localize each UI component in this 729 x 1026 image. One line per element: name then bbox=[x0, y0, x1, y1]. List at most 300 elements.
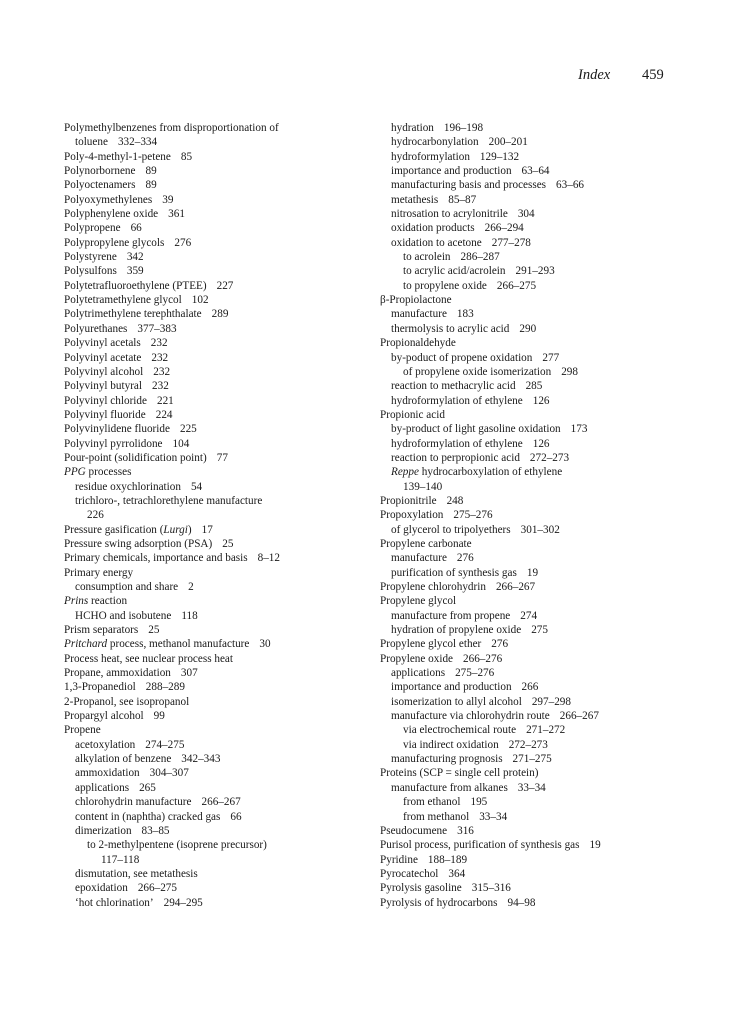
index-entry bbox=[380, 523, 710, 537]
entry-page-ref: 289 bbox=[211, 308, 229, 321]
entry-text: Pyrolysis gasoline bbox=[380, 882, 462, 895]
entry-text: to propylene oxide bbox=[403, 279, 487, 292]
entry-page-ref: 66 bbox=[130, 222, 142, 235]
index-entry bbox=[380, 566, 710, 580]
entry-text: thermolysis to acrylic acid bbox=[391, 322, 510, 335]
entry-text: hydration bbox=[391, 122, 434, 134]
entry-page-ref: 8–12 bbox=[257, 552, 280, 565]
entry-italic-text: PPG bbox=[64, 466, 86, 479]
entry-page-ref: 25 bbox=[148, 624, 160, 637]
index-entry bbox=[64, 537, 384, 551]
entry-text: importance and production bbox=[391, 165, 512, 178]
entry-text: Polypropylene glycols bbox=[64, 236, 165, 249]
entry-page-ref: 19 bbox=[526, 566, 539, 579]
entry-page-ref: 17 bbox=[201, 523, 213, 536]
index-entry bbox=[380, 379, 710, 393]
index-entry bbox=[64, 264, 384, 278]
entry-page-ref: 94–98 bbox=[507, 896, 536, 909]
index-entry bbox=[64, 551, 384, 565]
entry-page-ref: 276 bbox=[456, 552, 474, 565]
entry-page-ref: 225 bbox=[179, 423, 197, 436]
entry-page-ref: 85–87 bbox=[448, 193, 477, 206]
entry-text: ammoxidation bbox=[75, 767, 140, 780]
index-entry bbox=[380, 824, 710, 838]
entry-page-ref: 297–298 bbox=[531, 695, 571, 708]
entry-italic-text: Prins bbox=[64, 595, 89, 608]
index-entry bbox=[64, 293, 384, 307]
entry-text: Propylene chlorohydrin bbox=[380, 581, 486, 593]
index-entry bbox=[64, 896, 384, 910]
entry-text: via indirect oxidation bbox=[403, 738, 499, 751]
entry-text: content in (naphtha) cracked gas bbox=[75, 810, 221, 823]
index-entry bbox=[64, 408, 384, 422]
entry-page-ref: 342–343 bbox=[181, 753, 221, 766]
index-entry bbox=[380, 537, 710, 551]
entry-text: Pseudocumene bbox=[380, 824, 448, 837]
entry-page-ref: 54 bbox=[190, 480, 203, 493]
index-entry bbox=[64, 523, 384, 537]
index-entry bbox=[64, 236, 384, 250]
entry-page-ref: 266–267 bbox=[495, 581, 536, 593]
index-entry bbox=[64, 164, 384, 178]
index-entry bbox=[380, 336, 710, 350]
entry-page-ref: 275 bbox=[531, 624, 548, 637]
index-entry bbox=[64, 881, 384, 895]
index-entry bbox=[64, 336, 384, 350]
entry-text: by-product of light gasoline oxidation bbox=[391, 423, 561, 436]
entry-text: ) bbox=[187, 523, 192, 536]
entry-text: oxidation products bbox=[391, 222, 475, 235]
entry-text: Propionaldehyde bbox=[380, 337, 456, 350]
entry-page-ref: 359 bbox=[126, 265, 144, 278]
entry-page-ref: 301–302 bbox=[520, 523, 560, 536]
entry-text: Pyrocatechol bbox=[380, 867, 439, 880]
index-entry bbox=[64, 221, 384, 235]
index-entry bbox=[64, 494, 384, 508]
index-entry bbox=[64, 437, 384, 451]
entry-page-ref: 266–275 bbox=[137, 882, 177, 895]
entry-page-ref: 290 bbox=[519, 322, 537, 335]
index-entry bbox=[380, 695, 710, 709]
index-entry bbox=[64, 781, 384, 795]
entry-page-ref: 2 bbox=[188, 581, 194, 593]
index-entry bbox=[64, 723, 384, 737]
index-entry bbox=[380, 896, 710, 910]
entry-text: 2-Propanol, see isopropanol bbox=[64, 695, 190, 708]
entry-text: manufacturing prognosis bbox=[391, 753, 503, 766]
entry-page-ref: 224 bbox=[155, 408, 173, 421]
index-entry bbox=[64, 623, 384, 637]
index-entry bbox=[380, 580, 710, 594]
entry-text: Polystyrene bbox=[64, 251, 117, 264]
entry-page-ref: 104 bbox=[172, 437, 190, 450]
entry-page-ref: 248 bbox=[446, 494, 464, 507]
entry-text: metathesis bbox=[391, 193, 439, 206]
entry-page-ref: 316 bbox=[457, 824, 474, 837]
entry-page-ref: 39 bbox=[162, 193, 174, 206]
entry-italic-text: Reppe bbox=[391, 466, 419, 479]
entry-text: 226 bbox=[87, 509, 104, 522]
entry-text: Polytetramethylene glycol bbox=[64, 294, 182, 307]
entry-page-ref: 63–64 bbox=[521, 165, 550, 178]
index-entry bbox=[380, 279, 710, 293]
index-entry bbox=[64, 738, 384, 752]
entry-page-ref: 126 bbox=[532, 437, 550, 450]
entry-page-ref: 77 bbox=[216, 451, 228, 464]
index-entry bbox=[380, 178, 710, 192]
entry-text: Prism separators bbox=[64, 624, 139, 637]
index-entry bbox=[64, 838, 384, 852]
index-entry bbox=[64, 766, 384, 780]
entry-page-ref: 265 bbox=[139, 781, 156, 794]
entry-text: epoxidation bbox=[75, 882, 128, 895]
index-entry bbox=[380, 207, 710, 221]
entry-text: consumption and share bbox=[75, 581, 179, 593]
index-entry bbox=[380, 437, 710, 451]
entry-text: β-Propiolactone bbox=[380, 294, 452, 307]
index-entry bbox=[380, 236, 710, 250]
entry-text: Propane, ammoxidation bbox=[64, 667, 171, 680]
index-entry bbox=[380, 494, 710, 508]
entry-text: applications bbox=[75, 781, 130, 794]
running-header bbox=[0, 67, 729, 87]
index-entry bbox=[380, 853, 710, 867]
entry-text: Primary chemicals, importance and basis bbox=[64, 552, 248, 565]
entry-text: manufacture from alkanes bbox=[391, 781, 508, 794]
entry-text: process, methanol manufacture bbox=[107, 638, 250, 651]
entry-text: Pyridine bbox=[380, 853, 418, 866]
entry-page-ref: 307 bbox=[180, 667, 198, 680]
entry-text: Polyoctenamers bbox=[64, 179, 136, 192]
entry-page-ref: 129–132 bbox=[479, 150, 520, 163]
entry-text: Polysulfons bbox=[64, 265, 117, 278]
entry-text: Polyvinyl fluoride bbox=[64, 408, 146, 421]
index-entry bbox=[64, 150, 384, 164]
index-entry bbox=[64, 566, 384, 580]
index-entry bbox=[64, 365, 384, 379]
entry-page-ref: 266–276 bbox=[463, 652, 503, 665]
entry-page-ref: 183 bbox=[456, 308, 474, 321]
entry-text: reaction bbox=[88, 595, 128, 608]
entry-page-ref: 276 bbox=[491, 638, 509, 651]
entry-text: Polyurethanes bbox=[64, 322, 128, 335]
entry-text: Propionic acid bbox=[380, 408, 445, 421]
entry-text: Polytetrafluoroethylene (PTEE) bbox=[64, 279, 207, 292]
entry-text: hydroformylation bbox=[391, 150, 470, 163]
entry-page-ref: 266 bbox=[521, 681, 539, 694]
index-entry bbox=[64, 752, 384, 766]
entry-text: residue oxychlorination bbox=[75, 480, 181, 493]
index-entry bbox=[380, 594, 710, 608]
entry-page-ref: 118 bbox=[181, 609, 198, 622]
entry-page-ref: 266–294 bbox=[484, 222, 524, 235]
entry-text: trichloro-, tetrachlorethylene manufacture bbox=[75, 494, 263, 507]
index-entry bbox=[380, 766, 710, 780]
index-entry bbox=[380, 365, 710, 379]
index-entry bbox=[380, 465, 710, 479]
index-entry bbox=[380, 623, 710, 637]
entry-text: Polyvinylidene fluoride bbox=[64, 423, 170, 436]
entry-text: to acrolein bbox=[403, 251, 451, 264]
entry-text: reaction to methacrylic acid bbox=[391, 380, 516, 393]
entry-text: to acrylic acid/acrolein bbox=[403, 265, 506, 278]
index-entry bbox=[380, 164, 710, 178]
entry-page-ref: 232 bbox=[152, 380, 169, 393]
index-entry bbox=[380, 666, 710, 680]
index-entry bbox=[64, 637, 384, 651]
entry-page-ref: 232 bbox=[153, 365, 171, 378]
index-entry bbox=[380, 609, 710, 623]
entry-page-ref: 271–275 bbox=[512, 753, 552, 766]
entry-text: dismutation, see metathesis bbox=[75, 867, 198, 880]
entry-text: Pour-point (solidification point) bbox=[64, 451, 207, 464]
entry-text: 117–118 bbox=[101, 853, 140, 866]
entry-text: dimerization bbox=[75, 824, 132, 837]
entry-page-ref: 315–316 bbox=[471, 882, 511, 895]
entry-page-ref: 232 bbox=[151, 351, 169, 364]
entry-page-ref: 196–198 bbox=[443, 122, 484, 134]
entry-italic-text: Pritchard bbox=[64, 638, 108, 651]
index-entry bbox=[380, 480, 710, 494]
index-entry bbox=[64, 853, 384, 867]
entry-text: acetoxylation bbox=[75, 738, 136, 751]
index-entry bbox=[64, 422, 384, 436]
index-entry bbox=[380, 738, 710, 752]
index-entry bbox=[380, 723, 710, 737]
index-entry bbox=[64, 207, 384, 221]
index-entry bbox=[64, 351, 384, 365]
index-entry bbox=[380, 881, 710, 895]
entry-page-ref: 291–293 bbox=[515, 265, 555, 278]
entry-text: hydrocarbonylation bbox=[391, 136, 479, 149]
entry-page-ref: 102 bbox=[191, 294, 209, 307]
entry-text: Primary energy bbox=[64, 566, 134, 579]
index-entry bbox=[380, 652, 710, 666]
index-entry bbox=[380, 551, 710, 565]
index-column-right bbox=[380, 121, 710, 910]
entry-text: Propylene glycol bbox=[380, 595, 457, 608]
entry-page-ref: 232 bbox=[150, 337, 168, 350]
index-entry bbox=[380, 408, 710, 422]
entry-page-ref: 126 bbox=[532, 394, 550, 407]
index-entry bbox=[64, 810, 384, 824]
index-entry bbox=[64, 394, 384, 408]
index-entry bbox=[64, 379, 384, 393]
index-entry bbox=[380, 293, 710, 307]
index-entry bbox=[380, 307, 710, 321]
index-entry bbox=[64, 451, 384, 465]
index-entry bbox=[380, 193, 710, 207]
index-entry bbox=[64, 594, 384, 608]
entry-page-ref: 266–267 bbox=[201, 796, 241, 809]
index-entry bbox=[64, 480, 384, 494]
entry-page-ref: 89 bbox=[145, 165, 157, 178]
entry-text: Polyvinyl acetate bbox=[64, 351, 142, 364]
entry-text: via electrochemical route bbox=[403, 724, 517, 737]
entry-page-ref: 266–267 bbox=[559, 710, 599, 723]
entry-page-ref: 200–201 bbox=[488, 136, 528, 149]
index-entry bbox=[64, 709, 384, 723]
entry-page-ref: 19 bbox=[589, 839, 601, 852]
index-entry bbox=[380, 781, 710, 795]
entry-page-ref: 277–278 bbox=[491, 236, 531, 249]
entry-text: Polyvinyl butyral bbox=[64, 380, 143, 393]
entry-page-ref: 63–66 bbox=[556, 179, 584, 192]
index-entry bbox=[380, 867, 710, 881]
index-entry bbox=[380, 810, 710, 824]
entry-page-ref: 274 bbox=[520, 609, 538, 622]
index-entry bbox=[64, 193, 384, 207]
entry-text: hydrocarboxylation of ethylene bbox=[418, 466, 563, 479]
index-entry bbox=[64, 135, 384, 149]
entry-page-ref: 304–307 bbox=[149, 767, 189, 780]
index-entry bbox=[64, 465, 384, 479]
entry-page-ref: 271–272 bbox=[526, 724, 566, 737]
index-entry bbox=[64, 867, 384, 881]
entry-text: Polyphenylene oxide bbox=[64, 208, 159, 221]
entry-page-ref: 298 bbox=[561, 365, 578, 378]
entry-text: Proteins (SCP = single cell protein) bbox=[380, 767, 539, 780]
entry-text: Propene bbox=[64, 724, 101, 737]
entry-text: 1,3-Propanediol bbox=[64, 681, 136, 694]
entry-text: Propylene glycol ether bbox=[380, 638, 482, 651]
index-entry bbox=[64, 307, 384, 321]
entry-text: chlorohydrin manufacture bbox=[75, 796, 192, 809]
entry-text: Pressure gasification ( bbox=[64, 523, 164, 536]
entry-text: importance and production bbox=[391, 681, 512, 694]
entry-page-ref: 221 bbox=[156, 394, 174, 407]
entry-text: of propylene oxide isomerization bbox=[403, 365, 552, 378]
entry-page-ref: 275–276 bbox=[455, 667, 495, 680]
index-column-left bbox=[64, 121, 384, 910]
entry-italic-text: Lurgi bbox=[163, 523, 188, 536]
index-entry bbox=[64, 824, 384, 838]
entry-text: to 2-methylpentene (isoprene precursor) bbox=[87, 839, 267, 852]
entry-page-ref: 266–275 bbox=[496, 279, 537, 292]
entry-text: of glycerol to tripolyethers bbox=[391, 523, 511, 536]
entry-page-ref: 361 bbox=[168, 208, 185, 221]
entry-text: purification of synthesis gas bbox=[391, 566, 517, 579]
index-entry bbox=[380, 451, 710, 465]
entry-text: hydroformylation of ethylene bbox=[391, 394, 523, 407]
entry-page-ref: 277 bbox=[542, 351, 560, 364]
entry-page-ref: 276 bbox=[174, 236, 192, 249]
index-entry bbox=[64, 666, 384, 680]
entry-page-ref: 173 bbox=[570, 423, 588, 436]
entry-page-ref: 89 bbox=[145, 179, 157, 192]
entry-text: manufacture via chlorohydrin route bbox=[391, 710, 550, 723]
index-entry bbox=[380, 264, 710, 278]
index-entry bbox=[64, 680, 384, 694]
entry-page-ref: 188–189 bbox=[427, 853, 468, 866]
entry-page-ref: 288–289 bbox=[145, 681, 185, 694]
entry-page-ref: 195 bbox=[470, 796, 488, 809]
entry-page-ref: 377–383 bbox=[137, 322, 177, 335]
entry-text: manufacture bbox=[391, 552, 447, 565]
entry-text: Propoxylation bbox=[380, 509, 444, 522]
index-entry bbox=[64, 508, 384, 522]
entry-text: from ethanol bbox=[403, 796, 461, 809]
entry-text: processes bbox=[85, 466, 132, 479]
entry-text: Purisol process, purification of synthesis gas bbox=[380, 839, 580, 852]
entry-page-ref: 332–334 bbox=[117, 136, 158, 149]
entry-text: Process heat, see nuclear process heat bbox=[64, 652, 233, 665]
entry-page-ref: 25 bbox=[222, 537, 234, 550]
index-entry bbox=[380, 838, 710, 852]
index-entry bbox=[64, 652, 384, 666]
entry-text: from methanol bbox=[403, 810, 470, 823]
index-entry bbox=[380, 221, 710, 235]
entry-text: Pressure swing adsorption (PSA) bbox=[64, 537, 213, 550]
entry-text: manufacturing basis and processes bbox=[391, 179, 547, 192]
index-entry bbox=[380, 150, 710, 164]
entry-text: Propargyl alcohol bbox=[64, 710, 144, 723]
entry-text: ‘hot chlorination’ bbox=[75, 896, 154, 909]
entry-page-ref: 272–273 bbox=[508, 738, 548, 751]
entry-text: Polyvinyl pyrrolidone bbox=[64, 437, 163, 450]
entry-page-ref: 85 bbox=[180, 150, 193, 163]
running-title: Index bbox=[578, 67, 611, 83]
entry-text: Pyrolysis of hydrocarbons bbox=[380, 896, 498, 909]
index-entry bbox=[64, 279, 384, 293]
entry-text: Polytrimethylene terephthalate bbox=[64, 308, 202, 321]
index-entry bbox=[380, 322, 710, 336]
entry-text: manufacture from propene bbox=[391, 609, 511, 622]
entry-text: toluene bbox=[75, 136, 108, 149]
index-entry bbox=[380, 709, 710, 723]
entry-page-ref: 342 bbox=[126, 251, 144, 264]
entry-page-ref: 99 bbox=[153, 710, 165, 723]
entry-text: isomerization to allyl alcohol bbox=[391, 695, 522, 708]
entry-text: HCHO and isobutene bbox=[75, 609, 172, 622]
entry-text: hydration of propylene oxide bbox=[391, 624, 522, 637]
index-entry bbox=[64, 609, 384, 623]
entry-page-ref: 272–273 bbox=[529, 451, 570, 464]
entry-text: Polynorbornene bbox=[64, 165, 136, 178]
entry-page-ref: 286–287 bbox=[460, 251, 500, 264]
entry-page-ref: 30 bbox=[259, 638, 271, 651]
entry-text: Polypropene bbox=[64, 222, 121, 235]
entry-text: reaction to perpropionic acid bbox=[391, 451, 520, 464]
index-entry bbox=[380, 795, 710, 809]
entry-text: Propylene carbonate bbox=[380, 537, 472, 550]
entry-text: Polymethylbenzenes from disproportionation of bbox=[64, 122, 279, 134]
index-entry bbox=[380, 508, 710, 522]
entry-text: 139–140 bbox=[403, 480, 443, 493]
entry-page-ref: 285 bbox=[525, 380, 543, 393]
entry-text: by-poduct of propene oxidation bbox=[391, 351, 533, 364]
index-entry bbox=[380, 135, 710, 149]
index-entry bbox=[64, 250, 384, 264]
entry-text: oxidation to acetone bbox=[391, 236, 482, 249]
index-entry bbox=[380, 394, 710, 408]
index-entry bbox=[64, 121, 384, 135]
index-entry bbox=[380, 752, 710, 766]
index-entry bbox=[380, 637, 710, 651]
entry-page-ref: 294–295 bbox=[163, 896, 203, 909]
entry-page-ref: 275–276 bbox=[453, 509, 493, 522]
entry-text: Polyvinyl chloride bbox=[64, 394, 147, 407]
entry-page-ref: 83–85 bbox=[141, 824, 170, 837]
entry-text: Polyvinyl alcohol bbox=[64, 365, 144, 378]
entry-text: hydroformylation of ethylene bbox=[391, 437, 523, 450]
entry-page-ref: 364 bbox=[448, 867, 466, 880]
index-entry bbox=[64, 795, 384, 809]
entry-page-ref: 33–34 bbox=[479, 810, 508, 823]
entry-page-ref: 227 bbox=[216, 279, 234, 292]
index-entry bbox=[380, 680, 710, 694]
entry-text: Propylene oxide bbox=[380, 652, 454, 665]
